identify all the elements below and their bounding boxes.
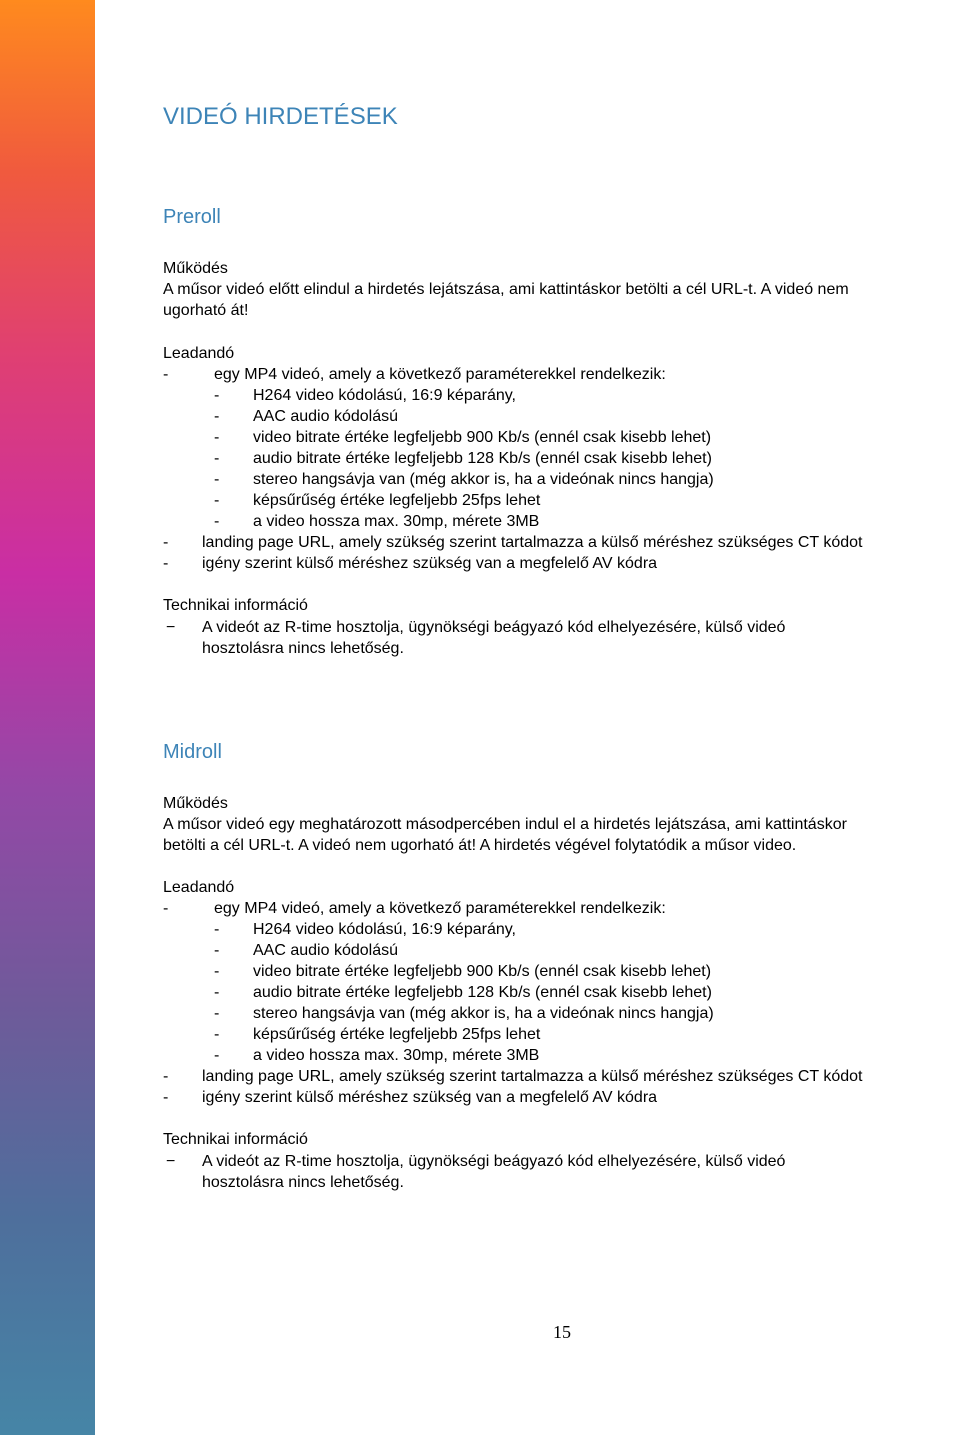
leadando-label: Leadandó [163,879,235,896]
leadando-label: Leadandó [163,345,235,362]
list-item-text: egy MP4 videó, amely a következő paraméterekkel rendelkezik: [214,900,666,917]
list-item-text: igény szerint külső méréshez szükség van a megfelelő AV kódra [202,555,658,572]
list-item-text: képsűrűség értéke legfeljebb 25fps lehet [253,1026,541,1043]
list-item-text: stereo hangsávja van (még akkor is, ha a videónak nincs hangja) [253,471,714,488]
tech-info-text-line: A videót az R-time hosztolja, ügynökségi beágyazó kód elhelyezésére, külső videó [202,619,786,636]
tech-info-label: Technikai információ [163,1131,308,1148]
mukodes-text-line: A műsor videó előtt elindul a hirdetés lejátszása, ami kattintáskor betölti a cél URL-t. A videó nem [163,281,849,298]
tech-info-text-line: A videót az R-time hosztolja, ügynökségi beágyazó kód elhelyezésére, külső videó [202,1153,786,1170]
decorative-gradient-sidebar [0,0,95,1435]
list-item-text: landing page URL, amely szükség szerint tartalmazza a külső méréshez szükséges CT kódot [202,534,863,551]
list-item-text: AAC audio kódolású [253,408,398,425]
list-item-text: audio bitrate értéke legfeljebb 128 Kb/s (ennél csak kisebb lehet) [253,984,712,1001]
tech-info-label: Technikai információ [163,597,308,614]
mukodes-label: Működés [163,795,228,812]
mukodes-text-line: betölti a cél URL-t. A videó nem ugorható át! A hirdetés végével folytatódik a műsor video. [163,837,797,854]
list-item-text: video bitrate értéke legfeljebb 900 Kb/s (ennél csak kisebb lehet) [253,963,712,980]
list-item-text: a video hossza max. 30mp, mérete 3MB [253,1047,540,1064]
list-item-text: video bitrate értéke legfeljebb 900 Kb/s (ennél csak kisebb lehet) [253,429,712,446]
list-item-text: a video hossza max. 30mp, mérete 3MB [253,513,540,530]
list-item-text: képsűrűség értéke legfeljebb 25fps lehet [253,492,541,509]
list-item-text: landing page URL, amely szükség szerint tartalmazza a külső méréshez szükséges CT kódot [202,1068,863,1085]
list-item-text: egy MP4 videó, amely a következő paraméterekkel rendelkezik: [214,366,666,383]
list-item-text: igény szerint külső méréshez szükség van a megfelelő AV kódra [202,1089,658,1106]
mukodes-text-line: A műsor videó egy meghatározott másodpercében indul el a hirdetés lejátszása, ami kattintáskor [163,816,847,833]
mukodes-text-line: ugorható át! [163,302,249,319]
list-item-text: stereo hangsávja van (még akkor is, ha a videónak nincs hangja) [253,1005,714,1022]
list-item-text: H264 video kódolású, 16:9 képarány, [253,921,516,938]
section-heading: Preroll [163,206,221,228]
list-item-text: audio bitrate értéke legfeljebb 128 Kb/s (ennél csak kisebb lehet) [253,450,712,467]
page-number: 15 [553,1322,571,1342]
list-item-text: AAC audio kódolású [253,942,398,959]
mukodes-label: Működés [163,260,228,277]
tech-info-dash: − [166,1153,176,1170]
tech-info-text-line: hosztolásra nincs lehetőség. [202,640,404,657]
section-heading: Midroll [163,741,222,763]
tech-info-text-line: hosztolásra nincs lehetőség. [202,1174,404,1191]
tech-info-dash: − [166,619,176,636]
list-item-text: H264 video kódolású, 16:9 képarány, [253,387,516,404]
page-title: VIDEÓ HIRDETÉSEK [163,103,398,130]
